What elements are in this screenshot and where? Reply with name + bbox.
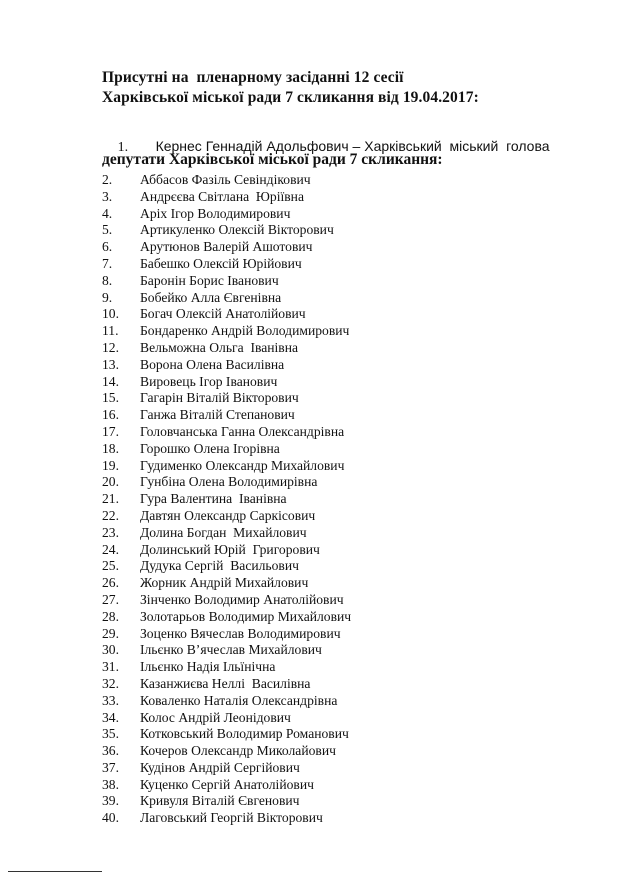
item-number: 16. [102, 407, 119, 423]
item-number: 11. [102, 323, 119, 339]
list-item [102, 256, 351, 273]
deputy-name: Аббасов Фазіль Севіндікович [140, 172, 311, 187]
list-item [102, 659, 351, 676]
item-number: 31. [102, 659, 119, 675]
item-number: 36. [102, 743, 119, 759]
list-item [102, 793, 351, 810]
deputy-name: Бобейко Алла Євгенівна [140, 289, 282, 305]
list-item [102, 424, 351, 441]
item-number: 40. [102, 810, 119, 826]
list-item [102, 810, 351, 827]
item-number: 19. [102, 457, 119, 473]
deputy-name: Зоценко Вячеслав Володимирович [140, 625, 341, 641]
item-number: 24. [102, 541, 119, 557]
deputy-name: Колос Андрій Леонідович [140, 709, 291, 725]
item-number: 15. [102, 390, 119, 406]
list-item [102, 575, 351, 592]
list-item [102, 290, 351, 307]
deputy-name: Коваленко Наталія Олександрівна [140, 692, 338, 708]
deputy-name: Долина Богдан Михайлович [140, 524, 307, 540]
deputies-list [102, 172, 351, 827]
deputy-name: Кривуля Віталій Євгенович [140, 793, 300, 809]
list-item [102, 626, 351, 643]
item-number: 3. [102, 188, 113, 204]
item-number: 7. [102, 255, 113, 271]
item-number: 12. [102, 339, 119, 355]
list-item [102, 306, 351, 323]
list-item [102, 777, 351, 794]
deputy-name: Куценко Сергій Анатолійович [140, 776, 314, 792]
list-item [102, 206, 351, 223]
list-item [102, 558, 351, 575]
deputy-name: Ільєнко Надія Ільїнічна [140, 659, 276, 675]
list-item [102, 491, 351, 508]
list-item [102, 374, 351, 391]
item-number: 23. [102, 524, 119, 540]
list-item [102, 743, 351, 760]
deputy-name: Кочеров Олександр Миколайович [140, 743, 336, 759]
list-item [102, 710, 351, 727]
list-item [102, 609, 351, 626]
deputy-name: Артикуленко Олексій Вікторович [140, 222, 334, 238]
deputy-name: Горошко Олена Ігорівна [140, 440, 280, 456]
item-number: 4. [102, 205, 113, 221]
deputy-name: Вировець Ігор Іванович [140, 373, 278, 389]
deputy-name: Гунбіна Олена Володимирівна [140, 474, 318, 490]
deputy-name: Ворона Олена Василівна [140, 356, 285, 372]
deputy-name: Гудименко Олександр Михайлович [140, 457, 345, 473]
list-item [102, 340, 351, 357]
item-number: 33. [102, 692, 119, 708]
item-number: 20. [102, 474, 119, 490]
item-number: 39. [102, 793, 119, 809]
deputy-name: Лаговський Георгій Вікторович [140, 810, 323, 826]
item-number: 30. [102, 642, 119, 658]
deputy-name: Ганжа Віталій Степанович [140, 407, 295, 423]
list-item [102, 323, 351, 340]
list-item [102, 676, 351, 693]
deputy-name: Дудука Сергій Васильович [140, 558, 299, 574]
list-item [102, 508, 351, 525]
list-item [102, 642, 351, 659]
deputy-name: Котковський Володимир Романович [140, 726, 349, 742]
deputy-name: Ільєнко В’ячеслав Михайлович [140, 642, 322, 658]
list-item [102, 189, 351, 206]
item-number: 8. [102, 272, 113, 288]
item-number: 27. [102, 591, 119, 607]
deputy-name: Андрєєва Світлана Юріївна [140, 188, 304, 204]
mayor-number: 1. [117, 140, 129, 155]
title-line-1: Присутні на пленарному засіданні 12 сесії [102, 69, 404, 86]
mayor-text: Кернес Геннадій Адольфович – Харківський міський голова [155, 138, 550, 154]
deputy-name: Кудінов Андрій Сергійович [140, 759, 300, 775]
item-number: 21. [102, 491, 119, 507]
list-item [102, 390, 351, 407]
list-item [102, 592, 351, 609]
item-number: 17. [102, 423, 119, 439]
footnote-divider [8, 871, 102, 872]
list-item [102, 357, 351, 374]
list-item [102, 474, 351, 491]
deputy-name: Давтян Олександр Саркісович [140, 507, 316, 523]
deputy-name: Долинський Юрій Григорович [140, 541, 320, 557]
document-title [102, 68, 479, 108]
item-number: 2. [102, 172, 113, 187]
deputy-name: Бабешко Олексій Юрійович [140, 255, 302, 271]
deputy-name: Гагарін Віталій Вікторович [140, 390, 299, 406]
deputy-name: Золотарьов Володимир Михайлович [140, 608, 352, 624]
item-number: 35. [102, 726, 119, 742]
title-line-2: Харківської міської ради 7 скликання від 19.04.2017: [102, 89, 479, 106]
list-item [102, 458, 351, 475]
item-number: 14. [102, 373, 119, 389]
item-number: 13. [102, 356, 119, 372]
deputy-name: Гура Валентина Іванівна [140, 491, 287, 507]
deputy-name: Арутюнов Валерій Ашотович [140, 239, 313, 255]
list-item [102, 525, 351, 542]
deputy-name: Аріх Ігор Володимирович [140, 205, 291, 221]
item-number: 26. [102, 575, 119, 591]
item-number: 9. [102, 289, 113, 305]
list-item [102, 273, 351, 290]
deputies-heading: депутати Харківської міської ради 7 скликання: [102, 151, 443, 168]
deputy-name: Богач Олексій Анатолійович [140, 306, 306, 322]
deputy-name: Баронін Борис Іванович [140, 272, 279, 288]
item-number: 28. [102, 608, 119, 624]
item-number: 29. [102, 625, 119, 641]
list-item [102, 726, 351, 743]
deputy-name: Бондаренко Андрій Володимирович [140, 323, 350, 339]
list-item [102, 172, 351, 189]
list-item [102, 760, 351, 777]
item-number: 38. [102, 776, 119, 792]
deputy-name: Вельможна Ольга Іванівна [140, 339, 299, 355]
deputy-name: Казанжиєва Неллі Василівна [140, 675, 311, 691]
item-number: 25. [102, 558, 119, 574]
list-item [102, 239, 351, 256]
list-item [102, 542, 351, 559]
item-number: 5. [102, 222, 113, 238]
deputy-name: Зінченко Володимир Анатолійович [140, 591, 344, 607]
item-number: 18. [102, 440, 119, 456]
list-item [102, 222, 351, 239]
item-number: 32. [102, 675, 119, 691]
item-number: 34. [102, 709, 119, 725]
list-item [102, 693, 351, 710]
list-item [102, 407, 351, 424]
item-number: 37. [102, 759, 119, 775]
deputy-name: Жорник Андрій Михайлович [140, 575, 309, 591]
deputy-name: Головчанська Ганна Олександрівна [140, 423, 345, 439]
item-number: 10. [102, 306, 119, 322]
item-number: 22. [102, 507, 119, 523]
list-item [102, 441, 351, 458]
item-number: 6. [102, 239, 113, 255]
